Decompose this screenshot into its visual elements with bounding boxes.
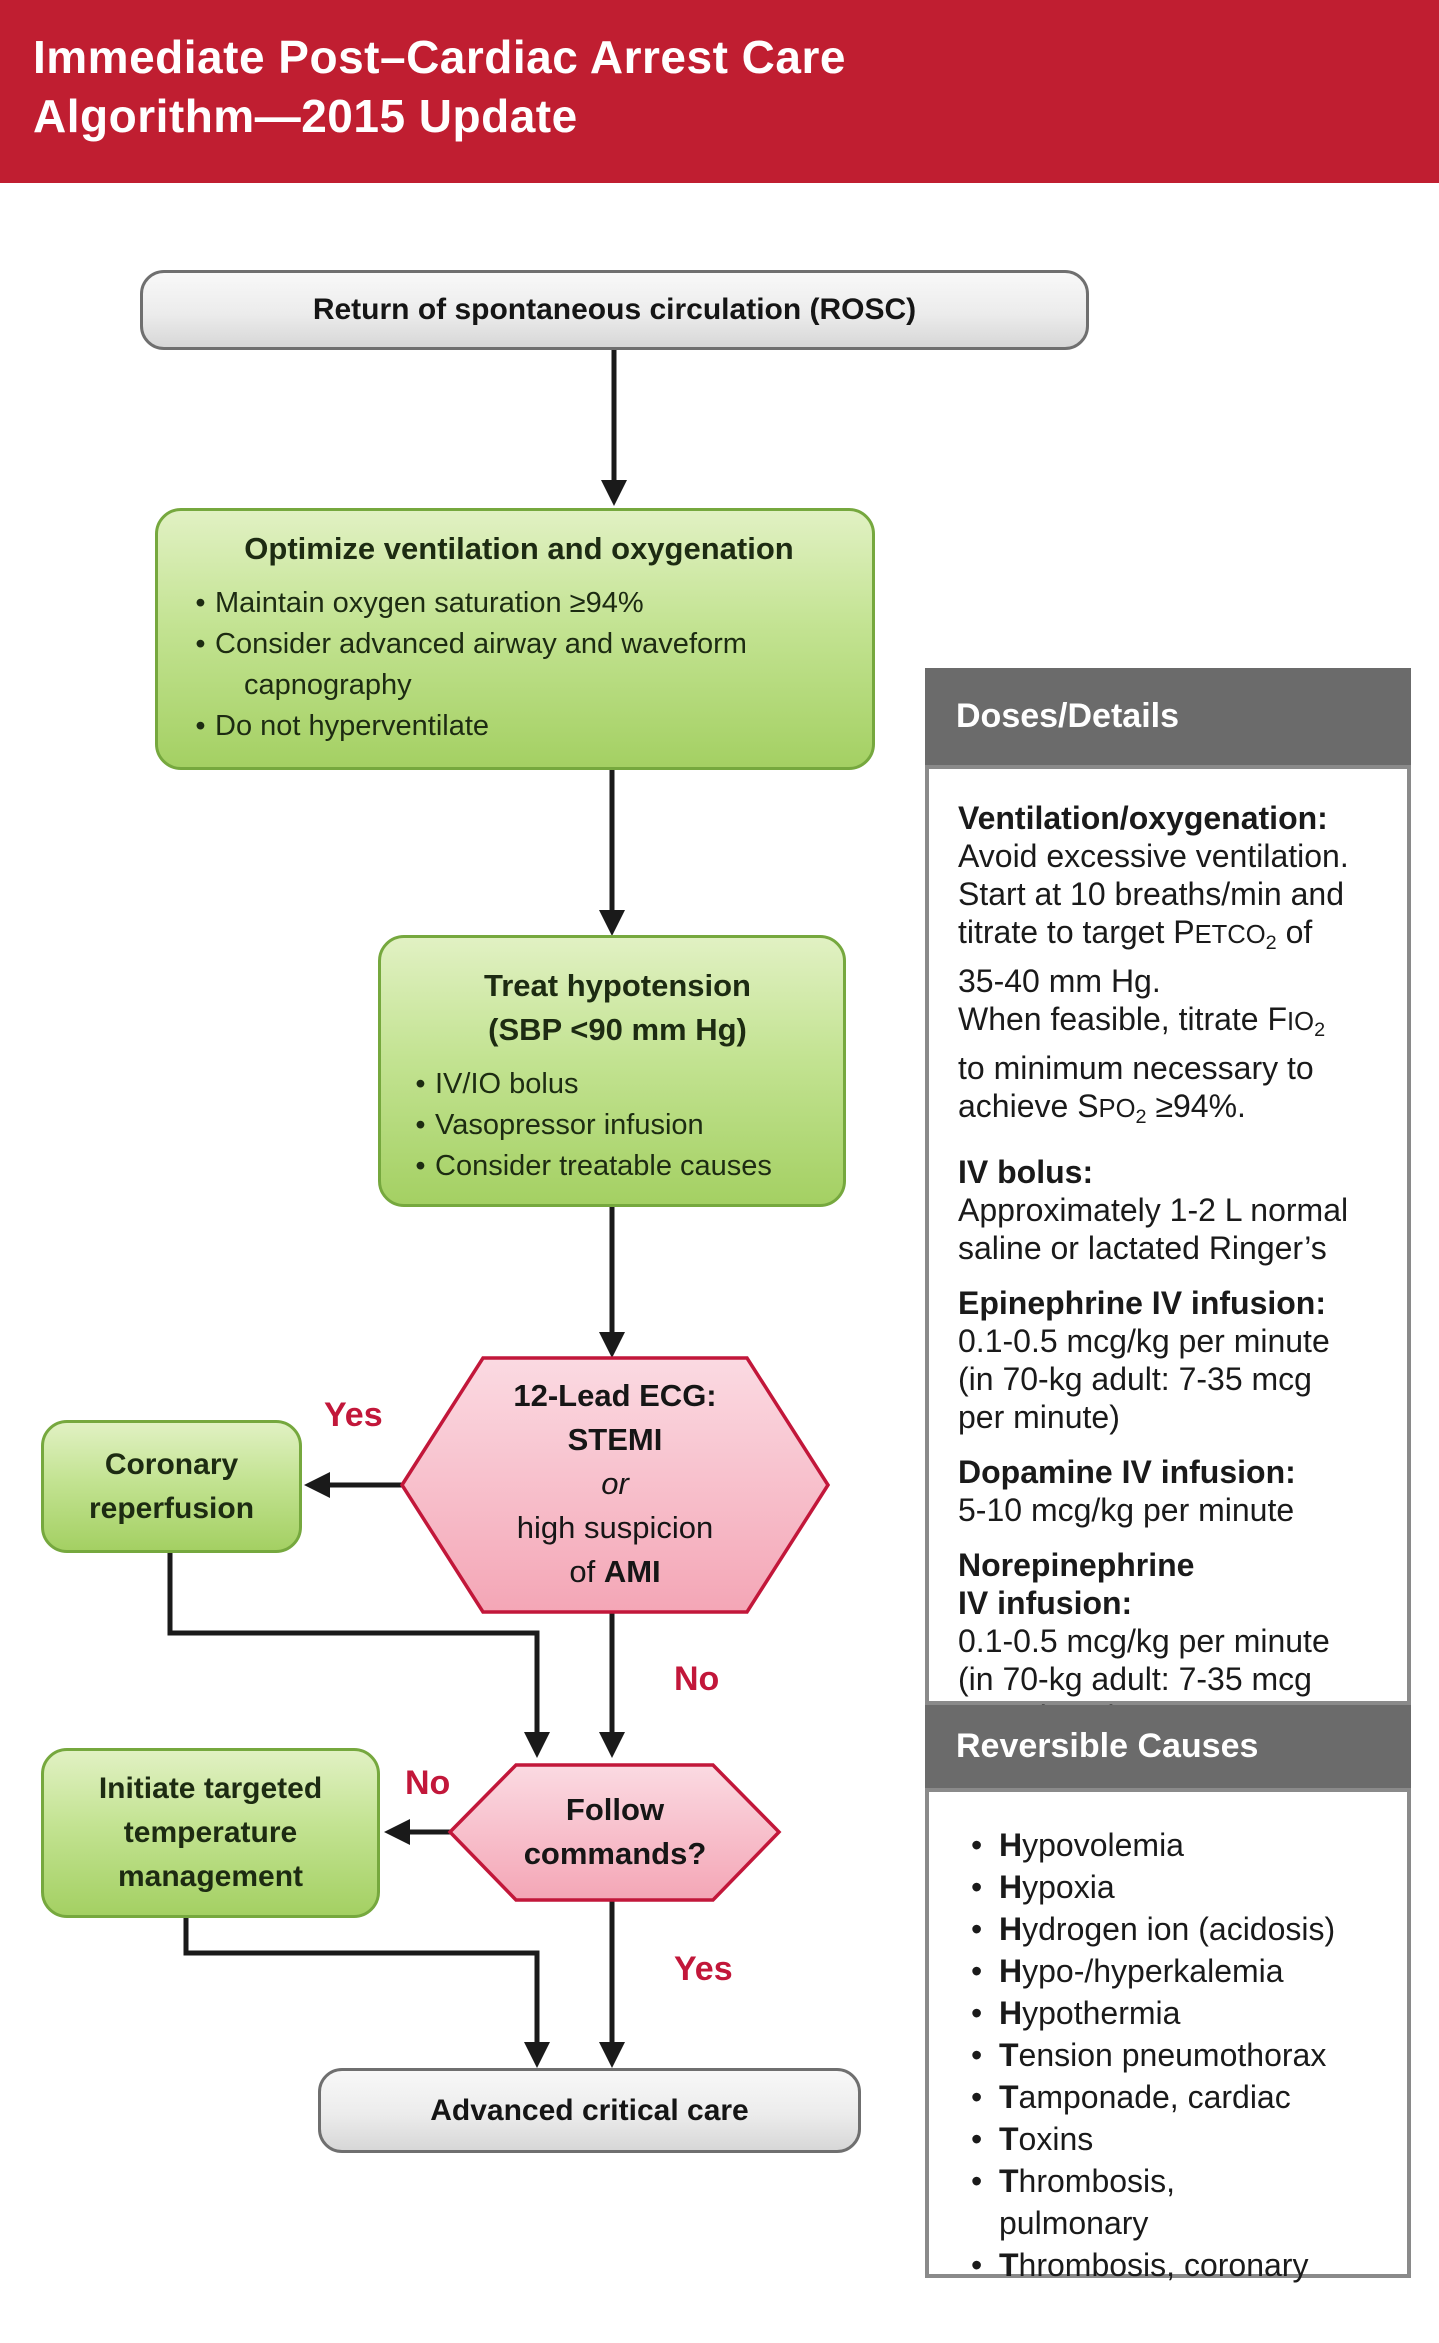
bullet-item: • Maintain oxygen saturation ≥94% — [186, 583, 852, 624]
reversible-causes-header-bar — [925, 1705, 1411, 1788]
dose-section-heading: Ventilation/oxygenation: — [958, 800, 1328, 836]
node-label-line: temperature — [123, 1816, 298, 1849]
bullet-dot: • — [971, 1869, 983, 1905]
bullet-dot: • — [415, 1109, 426, 1141]
reversible-cause-item: • T ension pneumothorax — [971, 2034, 1393, 2076]
bullet-dot: • — [971, 2037, 983, 2073]
advanced-critical-care-node — [318, 2068, 861, 2153]
doses-details-panel — [925, 765, 1411, 1705]
bullet-item: • IV/IO bolus — [406, 1064, 829, 1105]
reversible-cause-item: • H ypothermia — [971, 1992, 1393, 2034]
follow-hexagon-text — [465, 1788, 765, 1876]
page-title-line2: Algorithm—2015 Update — [33, 90, 578, 142]
hypotension-title-line1: Treat hypotension — [484, 968, 751, 1003]
dose-section-heading: Dopamine IV infusion: — [958, 1453, 1296, 1490]
hexagon-text-line: high suspicion — [516, 1510, 714, 1545]
dose-text-line: saline or lactated Ringer’s — [958, 1229, 1327, 1266]
reversible-cause-item: • H ydrogen ion (acidosis) — [971, 1908, 1393, 1950]
reversible-cause-item: • H ypo-/hyperkalemia — [971, 1950, 1393, 1992]
reversible-causes-panel — [925, 1788, 1411, 2283]
bullet-dot: • — [971, 2163, 983, 2199]
coronary-reperfusion-node — [41, 1420, 302, 1553]
dose-text-line: Start at 10 breaths/min and — [958, 876, 1344, 912]
hexagon-text-line: Follow — [565, 1792, 665, 1827]
line-ttm-to-advanced — [186, 1918, 537, 2050]
ecg-hexagon-text — [440, 1374, 790, 1594]
dose-text-line: (in 70-kg adult: 7-35 mcg — [958, 1660, 1312, 1697]
arrowhead — [524, 2042, 550, 2068]
bullet-dot: • — [415, 1150, 426, 1182]
dose-text-line: 0.1-0.5 mcg/kg per minute — [958, 1622, 1330, 1659]
hypotension-bullets — [406, 1064, 829, 1187]
treat-hypotension-node — [378, 935, 846, 1207]
bullet-item: • Vasopressor infusion — [406, 1105, 829, 1146]
dose-section-heading: Norepinephrine — [958, 1546, 1195, 1583]
hexagon-text-line: commands? — [523, 1836, 707, 1871]
bullet-item: • Do not hyperventilate — [186, 706, 852, 747]
hexagon-text-line: of AMI — [569, 1554, 661, 1589]
advanced-label: Advanced critical care — [430, 2093, 749, 2127]
hexagon-text-line: or — [601, 1466, 629, 1501]
dose-text-line: titrate to target $PETCO_2$ of — [958, 914, 1313, 954]
optimize-bullets: • Maintain oxygen saturation ≥94% • Consider advanced airway and waveform capnography • Do not hyperventilate — [186, 583, 852, 747]
reversible-cause-item: • T oxins — [971, 2118, 1393, 2160]
bullet-dot: • — [195, 587, 206, 619]
doses-details-title: Doses/Details — [956, 697, 1179, 735]
node-label-line: management — [117, 1860, 304, 1893]
arrowhead — [599, 1732, 625, 1758]
bullet-item: • Consider treatable causes — [406, 1146, 829, 1187]
dose-text-line: When feasible, titrate $FIO_2$ — [958, 1000, 1326, 1041]
bullet-dot: • — [195, 628, 206, 660]
bullet-item: • Consider advanced airway and waveform — [186, 624, 852, 665]
dose-text-line: Approximately 1-2 L normal — [958, 1191, 1349, 1228]
node-label-line: Coronary — [104, 1447, 239, 1481]
bullet-dot: • — [971, 2079, 983, 2115]
dose-section-heading: Epinephrine IV infusion: — [958, 1284, 1326, 1321]
yes-label-follow: Yes — [674, 1950, 733, 1988]
bullet-dot: • — [971, 1953, 983, 1989]
bullet-dot: • — [971, 2247, 983, 2283]
bullet-dot: • — [195, 710, 206, 742]
reversible-cause-item: • T hrombosis, coronary — [971, 2244, 1393, 2286]
arrowhead — [524, 1732, 550, 1758]
no-label-ecg: No — [674, 1660, 720, 1698]
ttm-label — [99, 1767, 322, 1899]
reversible-causes-title: Reversible Causes — [956, 1727, 1259, 1765]
reversible-cause-item: • H ypovolemia — [971, 1824, 1393, 1866]
dose-text-line: Avoid excessive ventilation. — [958, 838, 1349, 874]
node-label-line: reperfusion — [88, 1491, 255, 1525]
bullet-dot: • — [971, 2121, 983, 2157]
bullet-dot: • — [415, 1068, 426, 1100]
reversible-cause-item: • T hrombosis, — [971, 2160, 1393, 2202]
page-title-line1: Immediate Post–Cardiac Arrest Care — [33, 31, 846, 83]
arrowhead — [599, 910, 625, 936]
hypotension-title-line2: (SBP <90 mm Hg) — [488, 1012, 747, 1047]
dose-section-heading: IV bolus: — [958, 1153, 1094, 1190]
doses-details-header-bar — [925, 668, 1411, 765]
bullet-dot: • — [971, 1995, 983, 2031]
reversible-cause-item: • T amponade, cardiac — [971, 2076, 1393, 2118]
coronary-label — [89, 1443, 254, 1531]
ttm-node — [41, 1748, 380, 1918]
arrowhead — [601, 480, 627, 506]
reversible-cause-item: • H ypoxia — [971, 1866, 1393, 1908]
optimize-ventilation-node — [155, 508, 875, 770]
arrowhead — [599, 2042, 625, 2068]
dose-text-line: to minimum necessary to — [958, 1049, 1314, 1086]
no-label-follow: No — [405, 1764, 451, 1802]
yes-label-ecg: Yes — [324, 1396, 383, 1434]
dose-text-line: 0.1-0.5 mcg/kg per minute — [958, 1322, 1330, 1359]
reversible-cause-continuation: pulmonary — [999, 2205, 1149, 2241]
dose-section-heading: IV infusion: — [958, 1584, 1133, 1621]
arrowhead — [304, 1472, 330, 1498]
arrowhead — [599, 1332, 625, 1358]
hexagon-text-line: STEMI — [567, 1422, 663, 1457]
dose-text-line: per minute) — [958, 1398, 1120, 1435]
rosc-node — [140, 270, 1089, 350]
dose-text-line: 35-40 mm Hg. — [958, 962, 1161, 999]
bullet-dot: • — [971, 1911, 983, 1947]
dose-text-line: achieve $SPO_2 \ge 94\%$. — [958, 1087, 1246, 1128]
arrowhead — [384, 1819, 410, 1845]
hexagon-text-line: 12-Lead ECG: — [513, 1378, 717, 1413]
optimize-title: Optimize ventilation and oxygenation — [244, 531, 794, 566]
node-label-line: Initiate targeted — [98, 1772, 323, 1805]
bullet-dot: • — [971, 1827, 983, 1863]
dose-text-line: 5-10 mcg/kg per minute — [958, 1491, 1295, 1528]
rosc-label: Return of spontaneous circulation (ROSC) — [312, 293, 917, 326]
dose-text-line: (in 70-kg adult: 7-35 mcg — [958, 1360, 1312, 1397]
